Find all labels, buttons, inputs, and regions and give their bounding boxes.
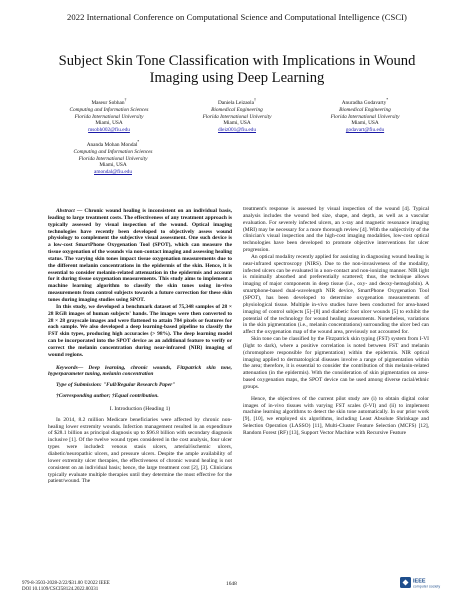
author-univ: Florida International University (74, 113, 144, 120)
page-number: 1648 (226, 581, 237, 587)
abstract-text: — Chronic wound healing is inconsistent on an individual basis, leading to large treatment costs. The effectiveness of any treatment approach is typically assessed by visual inspection of the wound. Optical imaging technologies have recently been developed to objectively assess wound physiology to complement the subjective visual assessment. One such device is a low-cost SmartPhone Oxygenation Tool (SPOT), which can measure the tissue oxygenation of the wounds via non-contact imaging and assessing healing status. The varying skin tones impact tissue oxygenation measurements due to the different melanin concentrations in the epidermis of the skin. Hence, it is essential to consider melanin-related attenuation in the epidermis and account for it during tissue oxygenation measurements. This study aims to implement a machine learning algorithm to classify the skin tones using in-vivo measurements from control subjects towards a future correction for these skin tones during imaging studies using SPOT. (48, 208, 232, 303)
author-dept: Biomedical Engineering (339, 106, 391, 113)
author-city: Miami, USA (223, 120, 251, 127)
ieee-computer-society-logo (400, 576, 442, 590)
right-column (243, 206, 429, 437)
author-email-link[interactable]: msobh002@fiu.edu (88, 127, 130, 134)
footer-isbn: 979-8-3503-2028-2/22/$31.00 ©2022 IEEE (22, 581, 110, 586)
abstract-label: Abstract (56, 208, 75, 214)
author-email-link[interactable]: amondal@fiu.edu (94, 169, 132, 176)
footer-copyright (22, 581, 110, 594)
abstract-paragraph (48, 208, 232, 304)
footer-doi: DOI 10.1109/CSCI58124.2022.00331 (22, 587, 99, 593)
author-univ: Florida International University (330, 113, 400, 120)
section-heading-introduction: I. Introduction (Heading 1) (109, 405, 171, 412)
conference-header: 2022 International Conference on Computational Science and Computational Intelligence (CSCI) (67, 12, 407, 22)
logo-subtext: computer society (413, 584, 441, 589)
author-city: Miami, USA (95, 120, 123, 127)
author-dept: Computing and Information Sciences (69, 106, 149, 113)
author-block-3 (300, 97, 430, 134)
author-mark: * (137, 139, 140, 144)
author-email-link[interactable]: dleiz001@fiu.edu (218, 127, 256, 134)
submission-type: Type of Submission: "Full/Regular Research Paper" (56, 382, 176, 389)
author-name: Ananda Mohan Mondal (86, 141, 138, 148)
abstract-paragraph-2: In this study, we developed a benchmark dataset of 75,348 samples of 28 × 28 RGB images of human subjects' hands. The images were then converted to 28 × 28 grayscale images and were flattened to attain 784 pixels or features for each sample. We also developed a deep learning-based pipeline to classify the FST skin types, producing high accuracies (> 98%). The deep learning model can be incorporated into the SPOT device as an additional feature to verify or correct the melanin concentration during near-infrared (NIR) imaging of wound regions. (48, 303, 232, 358)
author-name: Maseur Sobhan (91, 99, 125, 106)
intro-paragraph: In 2014, 8.2 million Medicare beneficiaries were affected by chronic non-healing lower extremity wounds. Infection management resulted in an expenditure of $28.1 billion as principal diagnosis up to $96.8 billion with secondary diagnosis inclusive [1]. Of the twelve wound types considered in the cost analysis, four ulcer types were included: venous stasis ulcers, arterial/ischemic ulcers, diabetic/neuropathic ulcers, and pressure ulcers. Despite the ample availability of lower extremity ulcer therapies, the effectiveness of chronic wound healing is not consistent on an individual basis; hence, the large treatment cost [2], [3]. Clinicians typically evaluate multiple therapies until they determine the most effective for the patient/wound. The (48, 416, 232, 485)
left-column (48, 208, 232, 485)
body-paragraph: Hence, the objectives of the current pilot study are (i) to obtain digital color images of in-vivo tissues with varying FST scales (I-VI) and (ii) to implement machine learning algorithms to detect the skin tone automatically. In our prior work [9], [10], we employed six algorithms, including Least Absolute Shrinkage and Selection Operation (LASSO) [11], Multi-Cluster Feature Selection (MCFS) [12], Random Forest (RF) [13], Support Vector Machine with Recursive Feature (243, 395, 429, 436)
author-mark: * (386, 97, 389, 102)
author-dept: Computing and Information Sciences (73, 148, 153, 155)
body-paragraph: treatment's response is assessed by visual inspection of the wound [4]. Typical analysis includes the wound bed size, shape, and depth, as well as a vascular evaluation. For severely infected ulcers, an x-ray and magnetic resonance imaging (MRI) may be necessary for a more thorough review [4]. With the subjectivity of the clinician's visual inspection and the high-cost imaging modalities, low-cost optical technologies have been developed to promote objective interventions for ulcer progression. (243, 206, 429, 254)
author-univ: Florida International University (202, 113, 272, 120)
author-name: Anuradha Godavarty (341, 99, 387, 106)
author-mark: † (124, 97, 127, 102)
author-univ: Florida International University (78, 155, 148, 162)
author-name: Daniela Leizaola (217, 99, 255, 106)
keywords: Keywords— Deep learning, chronic wounds, Fitzpatrick skin tone, hyperparameter tuning, melanin concentration (48, 364, 232, 378)
author-dept: Biomedical Engineering (211, 106, 263, 113)
author-email-link[interactable]: godavart@fiu.edu (345, 127, 385, 134)
author-city: Miami, USA (99, 162, 127, 169)
author-mark: † (254, 97, 257, 102)
corresponding-note: †Corresponding author; †Equal contribution. (56, 393, 159, 400)
body-paragraph: Skin tone can be classified by the Fitzpatrick skin typing (FST) system from I-VI (light to dark), where a positive correlation is noted between FST and melanin (chromophore responsible for pigmentation) within the epidermis. NIR optical imaging applied to dermatological diseases involve a range of pigmentation within the area; therefore, it is essential to consider the contribution of this melanin-related attenuation (in the epidermis). With the consideration of skin pigmentation on area-based oxygenation maps, the SPOT device can be used among diverse racial/ethnic groups. (243, 336, 429, 390)
author-city: Miami, USA (351, 120, 379, 127)
author-block-2 (172, 97, 302, 134)
logo-text: IEEE (413, 578, 426, 585)
paper-title: Subject Skin Tone Classification with Implications in Wound Imaging using Deep Learning (58, 53, 416, 86)
author-block-4 (48, 139, 178, 176)
author-block-1 (44, 97, 174, 134)
body-paragraph: An optical modality recently applied for assisting in diagnosing wound healing is near-infrared spectroscopy (NIRS). Due to the non-invasiveness of the modality, infected ulcers can be evaluated in a non-contact and non-ionizing manner. NIR light is minimally absorbed and preferentially scattered; thus, the technique allows imaging of major components in deep tissue (i.e., oxy- and deoxy-hemoglobin). A smartphone-based dual-wavelength NIR device, SmartPhone Oxygenation Tool (SPOT), has been developed to determine oxygenation measurements of physiological tissue. Multiple in-vivo studies have been conducted for area-based imaging of control subjects [5]–[8] and diabetic foot ulcer wounds [5] to exhibit the potential of the technology for wound healing assessments. Nonetheless, variations in the skin pigmentation (i.e., melanin concentrations) surrounding the ulcer bed can affect the oxygenation map of the wound area, previously not accounted for. (243, 253, 429, 336)
